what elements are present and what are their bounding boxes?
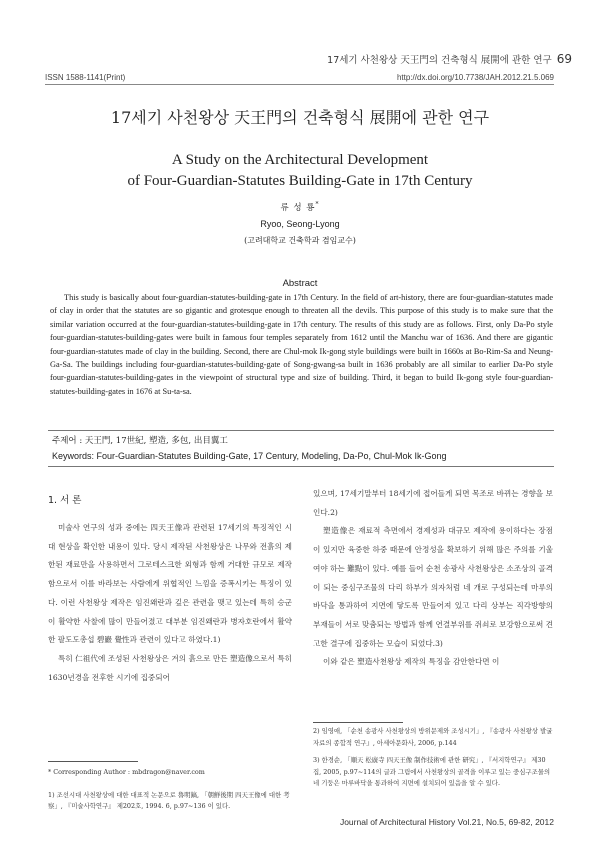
footnote-divider-left bbox=[48, 761, 138, 762]
body-paragraph: 미술사 연구의 성과 중에는 四天王像과 관련된 17세기의 특징적인 시대 현상을 확인한 내용이 있다. 당시 제작된 사천왕상은 나무와 전흙의 제한된 재료만을 사용하면서 그로테스크한 외형과 함께 거대한 규모로 제작함으로서 이를 바라보는 사람에게 위협적인 느낌을 증폭시키는 특징이 있다. 이런 사천왕상 제작은 임진왜란과 깊은 관련을 맺고 있는데 특히 승군이 활약한 사찰에 많이 만들어졌고 대부분 임진왜란과 병자호란에서 활약한 팔도도총섭 碧巖 覺性과 관련이 있다고 하였다.1) bbox=[48, 523, 292, 645]
header-divider bbox=[45, 84, 554, 85]
article-title-korean: 17세기 사천왕상 天王門의 건축형식 展開에 관한 연구 bbox=[110, 108, 490, 127]
author-ko-text: 류 성 룡 bbox=[280, 203, 316, 213]
author-name-english: Ryoo, Seong-Lyong bbox=[260, 219, 340, 229]
running-title: 17세기 사천왕상 天王門의 건축형식 展開에 관한 연구 bbox=[327, 55, 552, 66]
corresponding-author-note: * Corresponding Author : mbdragon@naver.com bbox=[48, 768, 205, 776]
author-affiliation: (고려대학교 건축학과 겸임교수) bbox=[244, 236, 356, 245]
body-column-left bbox=[48, 519, 292, 687]
author-name-korean bbox=[0, 201, 600, 213]
body-paragraph: 이와 같은 塑造사천왕상 제작의 특징을 감안한다면 이 bbox=[323, 657, 500, 667]
footnote: 3) 한경순, 「順天 松廣寺 四天王像 制作技術에 관한 研究」, 『서지학연구』 제30집, 2005, p.97~114의 글과 그림에서 사천왕상의 골격을 이루고 있는 중심구조물의 네 기둥은 마루바닥을 통과하여 지면에 설치되어 있음을 알 수 있다. bbox=[313, 756, 551, 788]
keywords-english: Keywords: Four-Guardian-Statutes Building-Gate, 17 Century, Modeling, Da-Po, Chul-Mok Ik-Gong bbox=[52, 451, 447, 461]
keywords-box bbox=[48, 430, 554, 467]
body-paragraph: 있으며, 17세기말부터 18세기에 접어들게 되면 목조로 바뀌는 경향을 보인다.2) bbox=[313, 489, 553, 517]
body-column-right bbox=[313, 485, 553, 672]
footnotes-right bbox=[313, 726, 553, 796]
abstract-heading: Abstract bbox=[282, 278, 318, 289]
journal-footer: Journal of Architectural History Vol.21, No.5, 69-82, 2012 bbox=[339, 817, 554, 827]
body-paragraph: 塑造像은 재료적 측면에서 경제성과 대규모 제작에 용이하다는 장점이 있지만 육중한 하중 때문에 안정성을 확보하기 위해 많은 주의를 기울여야 하는 難點이 있다. 예를 들어 순천 송광사 사천왕상은 소조상의 골격이 되는 중심구조물의 다리 하부가 의자처럼 네 개로 구성되는데 마루의 바닥을 통과하여 지면에 닿도록 만들어져 있고 다리 상부는 직각방향의 부재들이 서로 맞춤되는 방법과 함께 연결부위를 쥐쇠로 보강함으로써 견고한 결구에 집중하는 모습이 되었다.3) bbox=[313, 526, 553, 648]
article-title-english bbox=[0, 150, 600, 192]
footnote-divider-right bbox=[313, 722, 403, 723]
keywords-korean: 주제어 : 天王門, 17世紀, 塑造, 多包, 出目翼工 bbox=[52, 436, 228, 446]
title-en-line2: of Four-Guardian-Statutes Building-Gate in 17th Century bbox=[127, 173, 473, 189]
running-head bbox=[327, 52, 572, 66]
footnotes-left bbox=[48, 767, 292, 813]
footnote: 2) 임영애, 「순천 송광사 사천왕상의 방위문제와 조성시기」, 『송광사 사천왕상 발굴자료의 종합적 연구』, 아세아문화사, 2006, p.144 bbox=[313, 727, 553, 747]
issn-label: ISSN 1588-1141(Print) bbox=[45, 73, 126, 82]
doi-link[interactable]: http://dx.doi.org/10.7738/JAH.2012.21.5.069 bbox=[396, 73, 554, 82]
footnote: 1) 조선시대 사천왕상에 대한 대표적 논문으로 魯明鎬, 「朝鮮後期 四天王像에 대한 考察」, 『미술사학연구』 제202호, 1994. 6, p.97~136 이 있다. bbox=[48, 790, 290, 811]
body-paragraph: 특히 仁祖代에 조성된 사천왕상은 겨의 흙으로 만든 塑造像으로서 특히 1630년경을 전후한 시기에 집중되어 bbox=[48, 653, 292, 682]
page-number: 69 bbox=[556, 52, 572, 66]
section-heading: 1. 서 론 bbox=[48, 495, 82, 506]
author-mark: * bbox=[315, 201, 320, 209]
abstract-text: This study is basically about four-guardian-statutes-building-gate in 17th Century. In the field of art-history, there are four-guardian-statutes made of clay in order that the statutes are so gigantic and grotesque enough to threaten all the devils. This purpose of this study is to make sure that the similar variation occurred at the four-guardian-statutes-building-gate in 17th century. The results of this study are as follows. First, only Da-Po style four-guardian-statutes-building-gates were built in famous four temples separately from 1612 until the Manchu war of 1636. And there are gigantic four-guardian-statutes made of clay in the building. Second, there are Chul-mok Ik-gong style buildings were built in 1660s at Bo-Rim-Sa and Neung-Ga-Sa. The buildings including four-guardian-statutes-building-gate of Song-gwang-sa built in 1636 probably are all similar to earlier Da-Po style four-guardian-statutes-building-gates in the viewpoint of structural type and size of building. Third, it began to build Ik-gong style four-guardian-statutes-building-gates in 1676 at Su-ta-sa. bbox=[50, 293, 553, 396]
title-en-line1: A Study on the Architectural Development bbox=[171, 152, 429, 168]
